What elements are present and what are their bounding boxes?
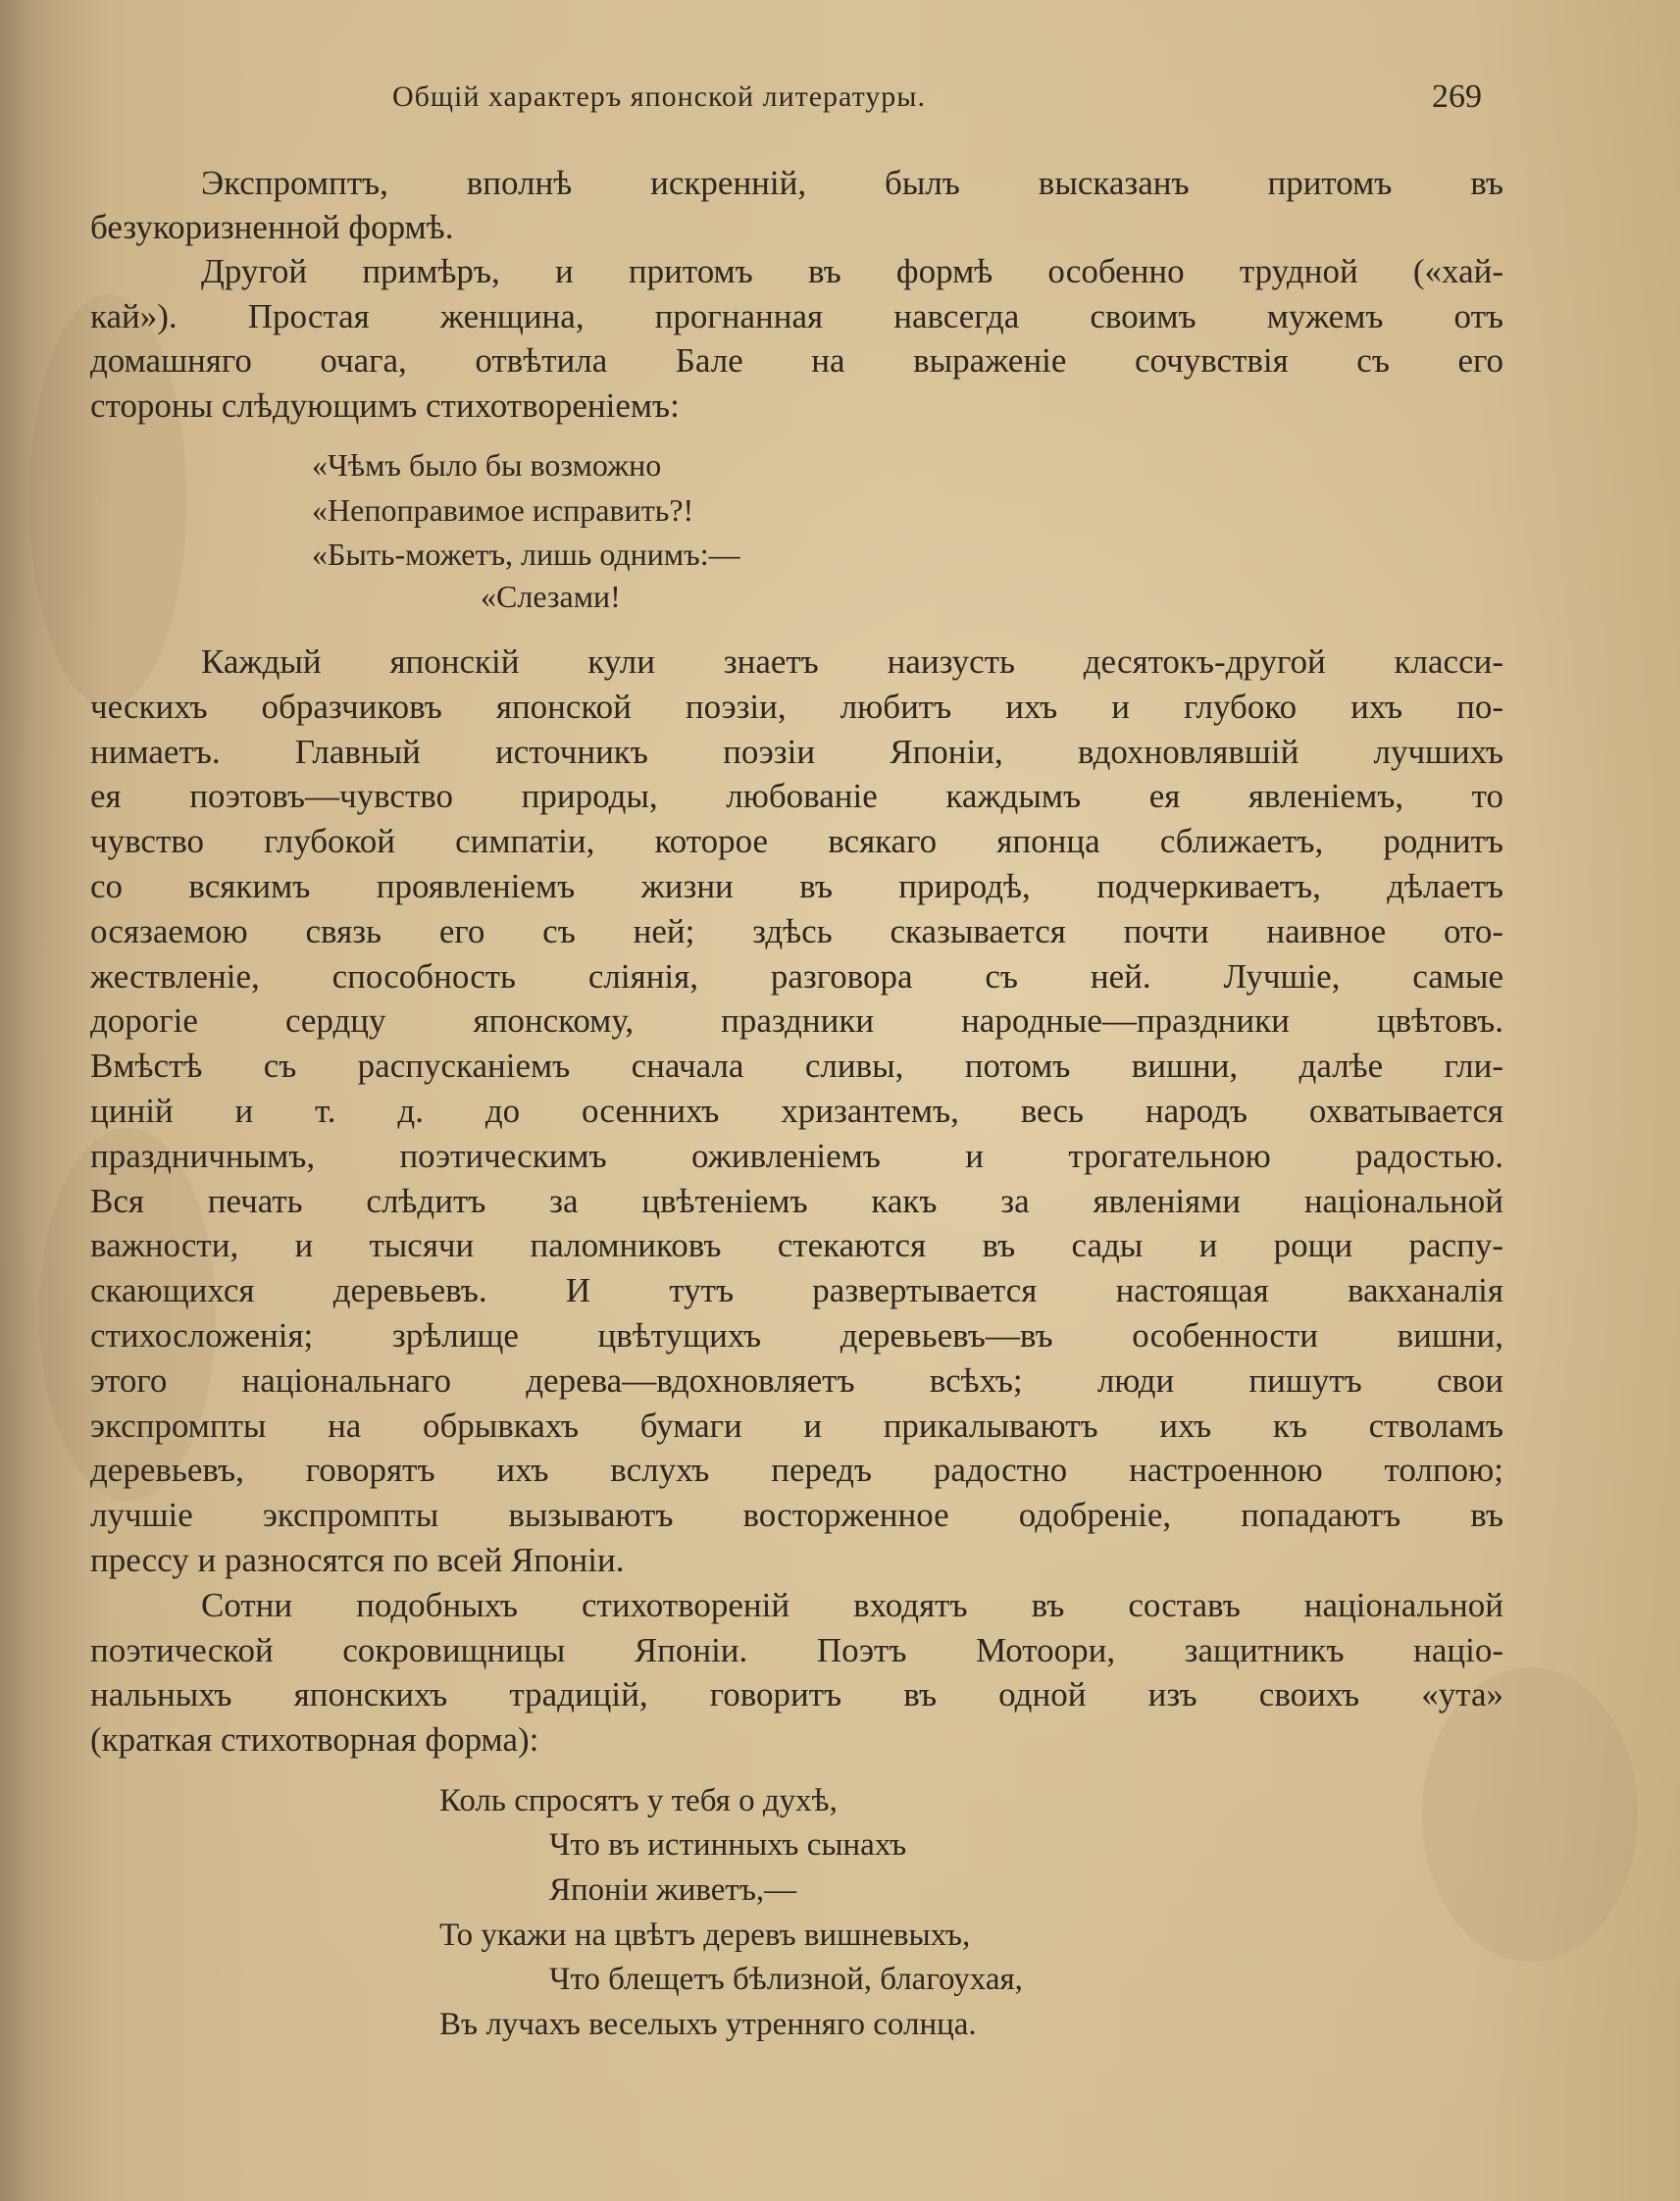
text-line: ея поэтовъ—чувство природы, любованiе каждымъ ея явленiемъ, то bbox=[90, 777, 1503, 815]
text-line: Сотни подобныхъ стихотворенiй входятъ въ составъ нацiональной bbox=[201, 1586, 1503, 1624]
text-line: Вмѣстѣ съ распусканiемъ сначала сливы, потомъ вишни, далѣе гли- bbox=[90, 1047, 1503, 1085]
text-line: важности, и тысячи паломниковъ стекаются въ сады и рощи распу- bbox=[90, 1226, 1503, 1264]
verse-line: То укажи на цвѣтъ деревъ вишневыхъ, bbox=[439, 1918, 971, 1953]
text-line: (краткая стихотворная форма): bbox=[90, 1720, 539, 1759]
text-line: экспромпты на обрывкахъ бумаги и прикалываютъ ихъ къ стволамъ bbox=[90, 1407, 1503, 1445]
text-line: Вся печать слѣдитъ за цвѣтенiемъ какъ за явленiями нацiональной bbox=[90, 1182, 1503, 1220]
text-line: чувство глубокой симпатiи, которое всякаго японца сближаетъ, роднитъ bbox=[90, 822, 1503, 860]
text-line: кай»). Простая женщина, прогнанная навсегда своимъ мужемъ отъ bbox=[90, 297, 1503, 335]
verse-line: «Чѣмъ было бы возможно bbox=[312, 447, 662, 483]
text-line: лучшiе экспромпты вызываютъ восторженное одобренiе, попадаютъ въ bbox=[90, 1496, 1503, 1534]
text-line: нимаетъ. Главный источникъ поэзiи Японiи, вдохновлявшiй лучшихъ bbox=[90, 733, 1503, 771]
text-line: этого нацiональнаго дерева—вдохновляетъ всѣхъ; люди пишутъ свои bbox=[90, 1361, 1503, 1400]
running-title: Общiй характеръ японской литературы. bbox=[392, 80, 926, 113]
verse-line: Японiи живетъ,— bbox=[549, 1872, 797, 1908]
text-line: жествленiе, способность слiянiя, разговора съ ней. Лучшiе, самые bbox=[90, 957, 1503, 996]
text-line: домашняго очага, отвѣтила Бале на выраженiе сочувствiя съ его bbox=[90, 341, 1503, 380]
running-header bbox=[0, 80, 1680, 129]
verse-line: Коль спросятъ у тебя о духѣ, bbox=[439, 1783, 838, 1818]
verse-line: Въ лучахъ веселыхъ утренняго солнца. bbox=[439, 2007, 977, 2042]
text-line: Экспромптъ, вполнѣ искреннiй, былъ высказанъ притомъ въ bbox=[201, 164, 1503, 202]
text-line: осязаемою связь его съ ней; здѣсь сказывается почти наивное ото- bbox=[90, 912, 1503, 950]
verse-line: «Слезами! bbox=[481, 579, 621, 614]
text-line: Другой примѣръ, и притомъ въ формѣ особенно трудной («хай- bbox=[201, 252, 1503, 290]
verse-line: Что въ истинныхъ сынахъ bbox=[549, 1827, 907, 1863]
text-line: нальныхъ японскихъ традицiй, говоритъ въ одной изъ своихъ «ута» bbox=[90, 1675, 1503, 1714]
text-line: со всякимъ проявленiемъ жизни въ природѣ, подчеркиваетъ, дѣлаетъ bbox=[90, 867, 1503, 905]
text-line: праздничнымъ, поэтическимъ оживленiемъ и трогательною радостью. bbox=[90, 1137, 1503, 1175]
verse-line: Что блещетъ бѣлизной, благоухая, bbox=[549, 1962, 1023, 1997]
verse-line: «Непоправимое исправить?! bbox=[312, 492, 694, 528]
text-line: поэтической сокровищницы Японiи. Поэтъ Мотоори, защитникъ нацiо- bbox=[90, 1631, 1503, 1669]
text-line: безукоризненной формѣ. bbox=[90, 208, 454, 246]
text-line: ческихъ образчиковъ японской поэзiи, любитъ ихъ и глубоко ихъ по- bbox=[90, 688, 1503, 726]
text-line: деревьевъ, говорятъ ихъ вслухъ передъ радостно настроенною толпою; bbox=[90, 1451, 1503, 1489]
page-number: 269 bbox=[1432, 78, 1482, 115]
text-line: стихосложенiя; зрѣлище цвѣтущихъ деревьевъ—въ особенности вишни, bbox=[90, 1316, 1503, 1355]
text-line: стороны слѣдующимъ стихотворенiемъ: bbox=[90, 386, 680, 425]
text-line: цинiй и т. д. до осеннихъ хризантемъ, весь народъ охватывается bbox=[90, 1092, 1503, 1130]
text-line: дорогiе сердцу японскому, праздники народные—праздники цвѣтовъ. bbox=[90, 1001, 1503, 1040]
verse-line: «Быть-можетъ, лишь однимъ:— bbox=[312, 537, 740, 572]
text-line: скающихся деревьевъ. И тутъ развертывается настоящая вакханалiя bbox=[90, 1271, 1503, 1309]
text-line: Каждый японскiй кули знаетъ наизусть десятокъ-другой класси- bbox=[201, 642, 1503, 681]
text-line: прессу и разносятся по всей Японiи. bbox=[90, 1541, 625, 1579]
